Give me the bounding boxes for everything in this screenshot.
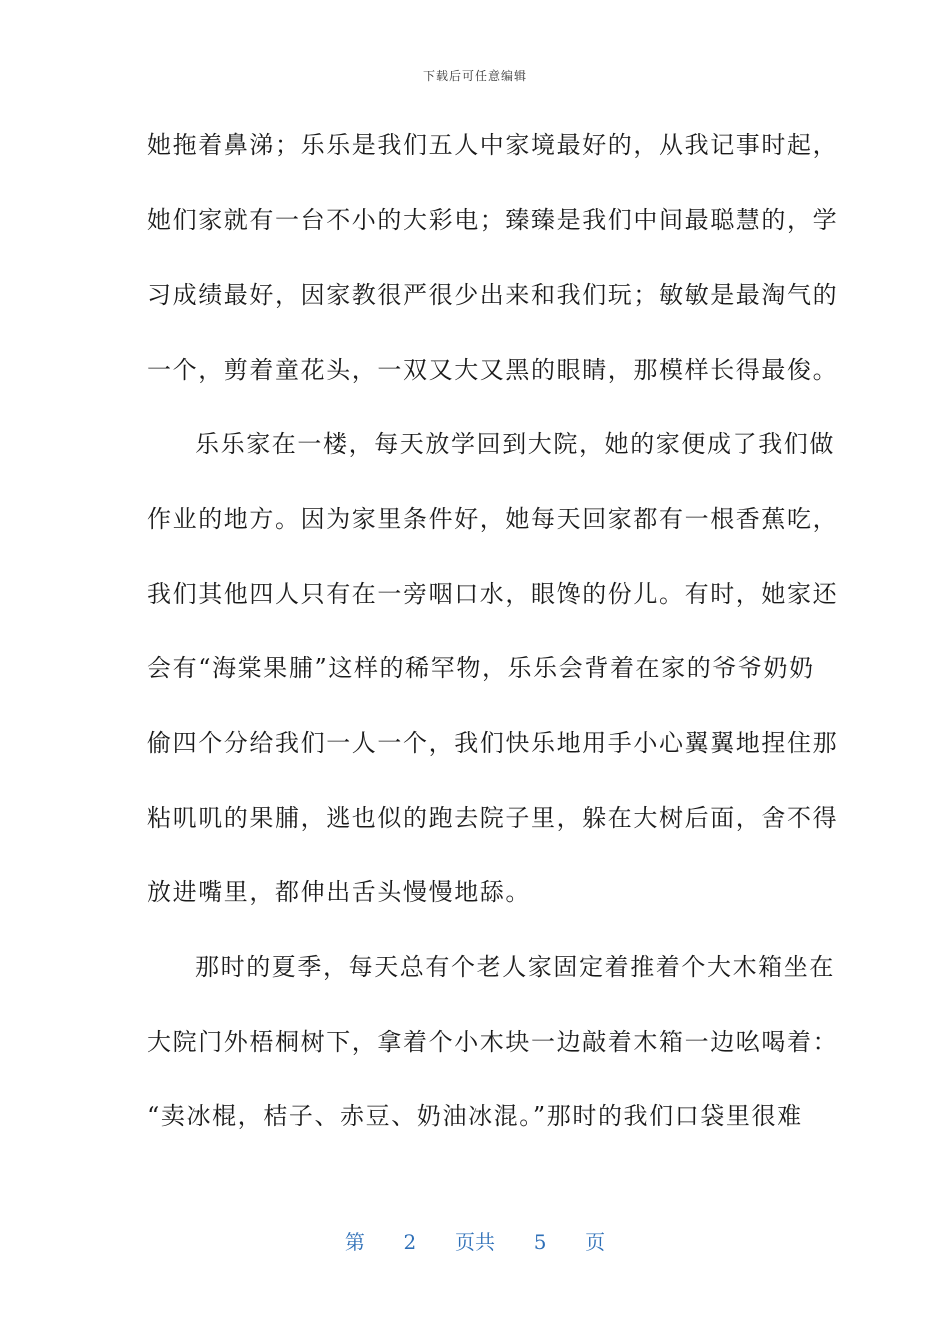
body-line: 她们家就有一台不小的大彩电；臻臻是我们中间最聪慧的，学 [147, 206, 839, 234]
body-line: 放进嘴里，都伸出舌头慢慢地舔。 [147, 878, 531, 906]
body-line: 偷四个分给我们一人一个，我们快乐地用手小心翼翼地捏住那 [147, 729, 839, 757]
page-label-ye: 页 [585, 1230, 606, 1254]
paragraph-first-line: 那时的夏季，每天总有个老人家固定着推着个大木箱坐在 [195, 953, 835, 981]
page-label-ye-gong: 页共 [455, 1230, 495, 1254]
body-line: 会有“海棠果脯”这样的稀罕物，乐乐会背着在家的爷爷奶奶 [147, 654, 815, 682]
body-line: 我们其他四人只有在一旁咽口水，眼馋的份儿。有时，她家还 [147, 580, 839, 608]
page-footer [0, 1226, 950, 1255]
body-line: 她拖着鼻涕；乐乐是我们五人中家境最好的，从我记事时起， [147, 131, 839, 159]
body-line: 一个，剪着童花头，一双又大又黑的眼睛，那模样长得最俊。 [147, 356, 839, 384]
body-line: 大院门外梧桐树下，拿着个小木块一边敲着木箱一边吆喝着： [147, 1028, 839, 1056]
body-line: 作业的地方。因为家里条件好，她每天回家都有一根香蕉吃， [147, 505, 839, 533]
total-pages-number: 5 [533, 1230, 547, 1254]
current-page-number: 2 [403, 1230, 417, 1254]
body-line: 粘叽叽的果脯，逃也似的跑去院子里，躲在大树后面，舍不得 [147, 804, 839, 832]
page-header: 下载后可任意编辑 [422, 69, 527, 83]
paragraph-first-line: 乐乐家在一楼，每天放学回到大院，她的家便成了我们做 [195, 430, 835, 458]
page-label-di: 第 [344, 1230, 365, 1254]
body-line: 习成绩最好，因家教很严很少出来和我们玩；敏敏是最淘气的 [147, 281, 839, 309]
body-line: “卖冰棍，桔子、赤豆、奶油冰混。”那时的我们口袋里很难 [147, 1102, 803, 1130]
